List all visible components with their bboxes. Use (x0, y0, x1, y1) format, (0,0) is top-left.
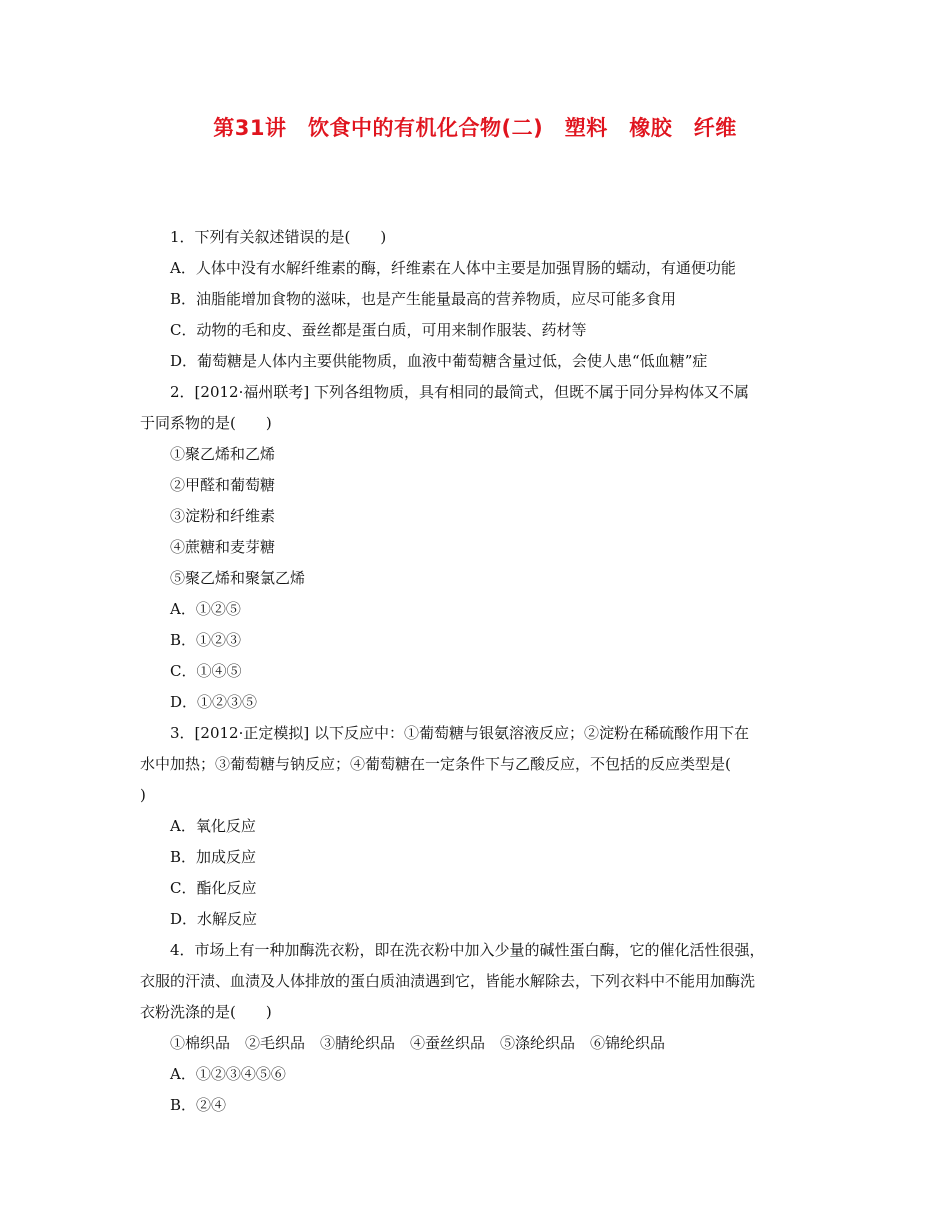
text-line: D．水解反应 (170, 910, 258, 928)
text-line: B．①②③ (170, 631, 242, 649)
page-title: 第31讲 饮食中的有机化合物(二) 塑料 橡胶 纤维 (213, 116, 737, 140)
text-line: ②甲醛和葡萄糖 (170, 476, 276, 494)
text-line: B．加成反应 (170, 848, 257, 866)
text-line: D．葡萄糖是人体内主要供能物质，血液中葡萄糖含量过低，会使人患“低血糖”症 (170, 352, 708, 370)
text-line: 2．[2012·福州联考] 下列各组物质，具有相同的最简式，但既不属于同分异构体又不属 (170, 383, 749, 401)
text-line: 4．市场上有一种加酶洗衣粉，即在洗衣粉中加入少量的碱性蛋白酶，它的催化活性很强， (170, 941, 765, 959)
text-line: B．②④ (170, 1096, 227, 1114)
text-line: 衣服的汗渍、血渍及人体排放的蛋白质油渍遇到它，皆能水解除去，下列衣料中不能用加酶洗 (140, 972, 756, 990)
text-line: ) (140, 786, 146, 804)
document-body (140, 222, 812, 1121)
text-line: C．酯化反应 (170, 879, 257, 897)
text-line: A．①②③④⑤⑥ (170, 1065, 286, 1083)
text-line: ①棉织品 ②毛织品 ③腈纶织品 ④蚕丝织品 ⑤涤纶织品 ⑥锦纶织品 (170, 1034, 666, 1052)
text-line: ⑤聚乙烯和聚氯乙烯 (170, 569, 306, 587)
text-line: 于同系物的是( ) (140, 414, 272, 432)
text-line: 衣粉洗涤的是( ) (140, 1003, 272, 1021)
text-line: 3．[2012·正定模拟] 以下反应中：①葡萄糖与银氨溶液反应；②淀粉在稀硫酸作用下在 (170, 724, 749, 742)
text-line: D．①②③⑤ (170, 693, 258, 711)
text-line: A．氧化反应 (170, 817, 256, 835)
text-line: ①聚乙烯和乙烯 (170, 445, 276, 463)
text-line: ④蔗糖和麦芽糖 (170, 538, 276, 556)
text-line: 1．下列有关叙述错误的是( ) (170, 228, 387, 246)
text-line: A．人体中没有水解纤维素的酶，纤维素在人体中主要是加强胃肠的蠕动，有通便功能 (170, 259, 736, 277)
text-line: A．①②⑤ (170, 600, 241, 618)
text-line: C．①④⑤ (170, 662, 242, 680)
text-line: ③淀粉和纤维素 (170, 507, 276, 525)
text-line: C．动物的毛和皮、蚕丝都是蛋白质，可用来制作服装、药材等 (170, 321, 587, 339)
text-line: B．油脂能增加食物的滋味，也是产生能量最高的营养物质，应尽可能多食用 (170, 290, 677, 308)
text-line: 水中加热；③葡萄糖与钠反应；④葡萄糖在一定条件下与乙酸反应，不包括的反应类型是( (140, 755, 731, 773)
